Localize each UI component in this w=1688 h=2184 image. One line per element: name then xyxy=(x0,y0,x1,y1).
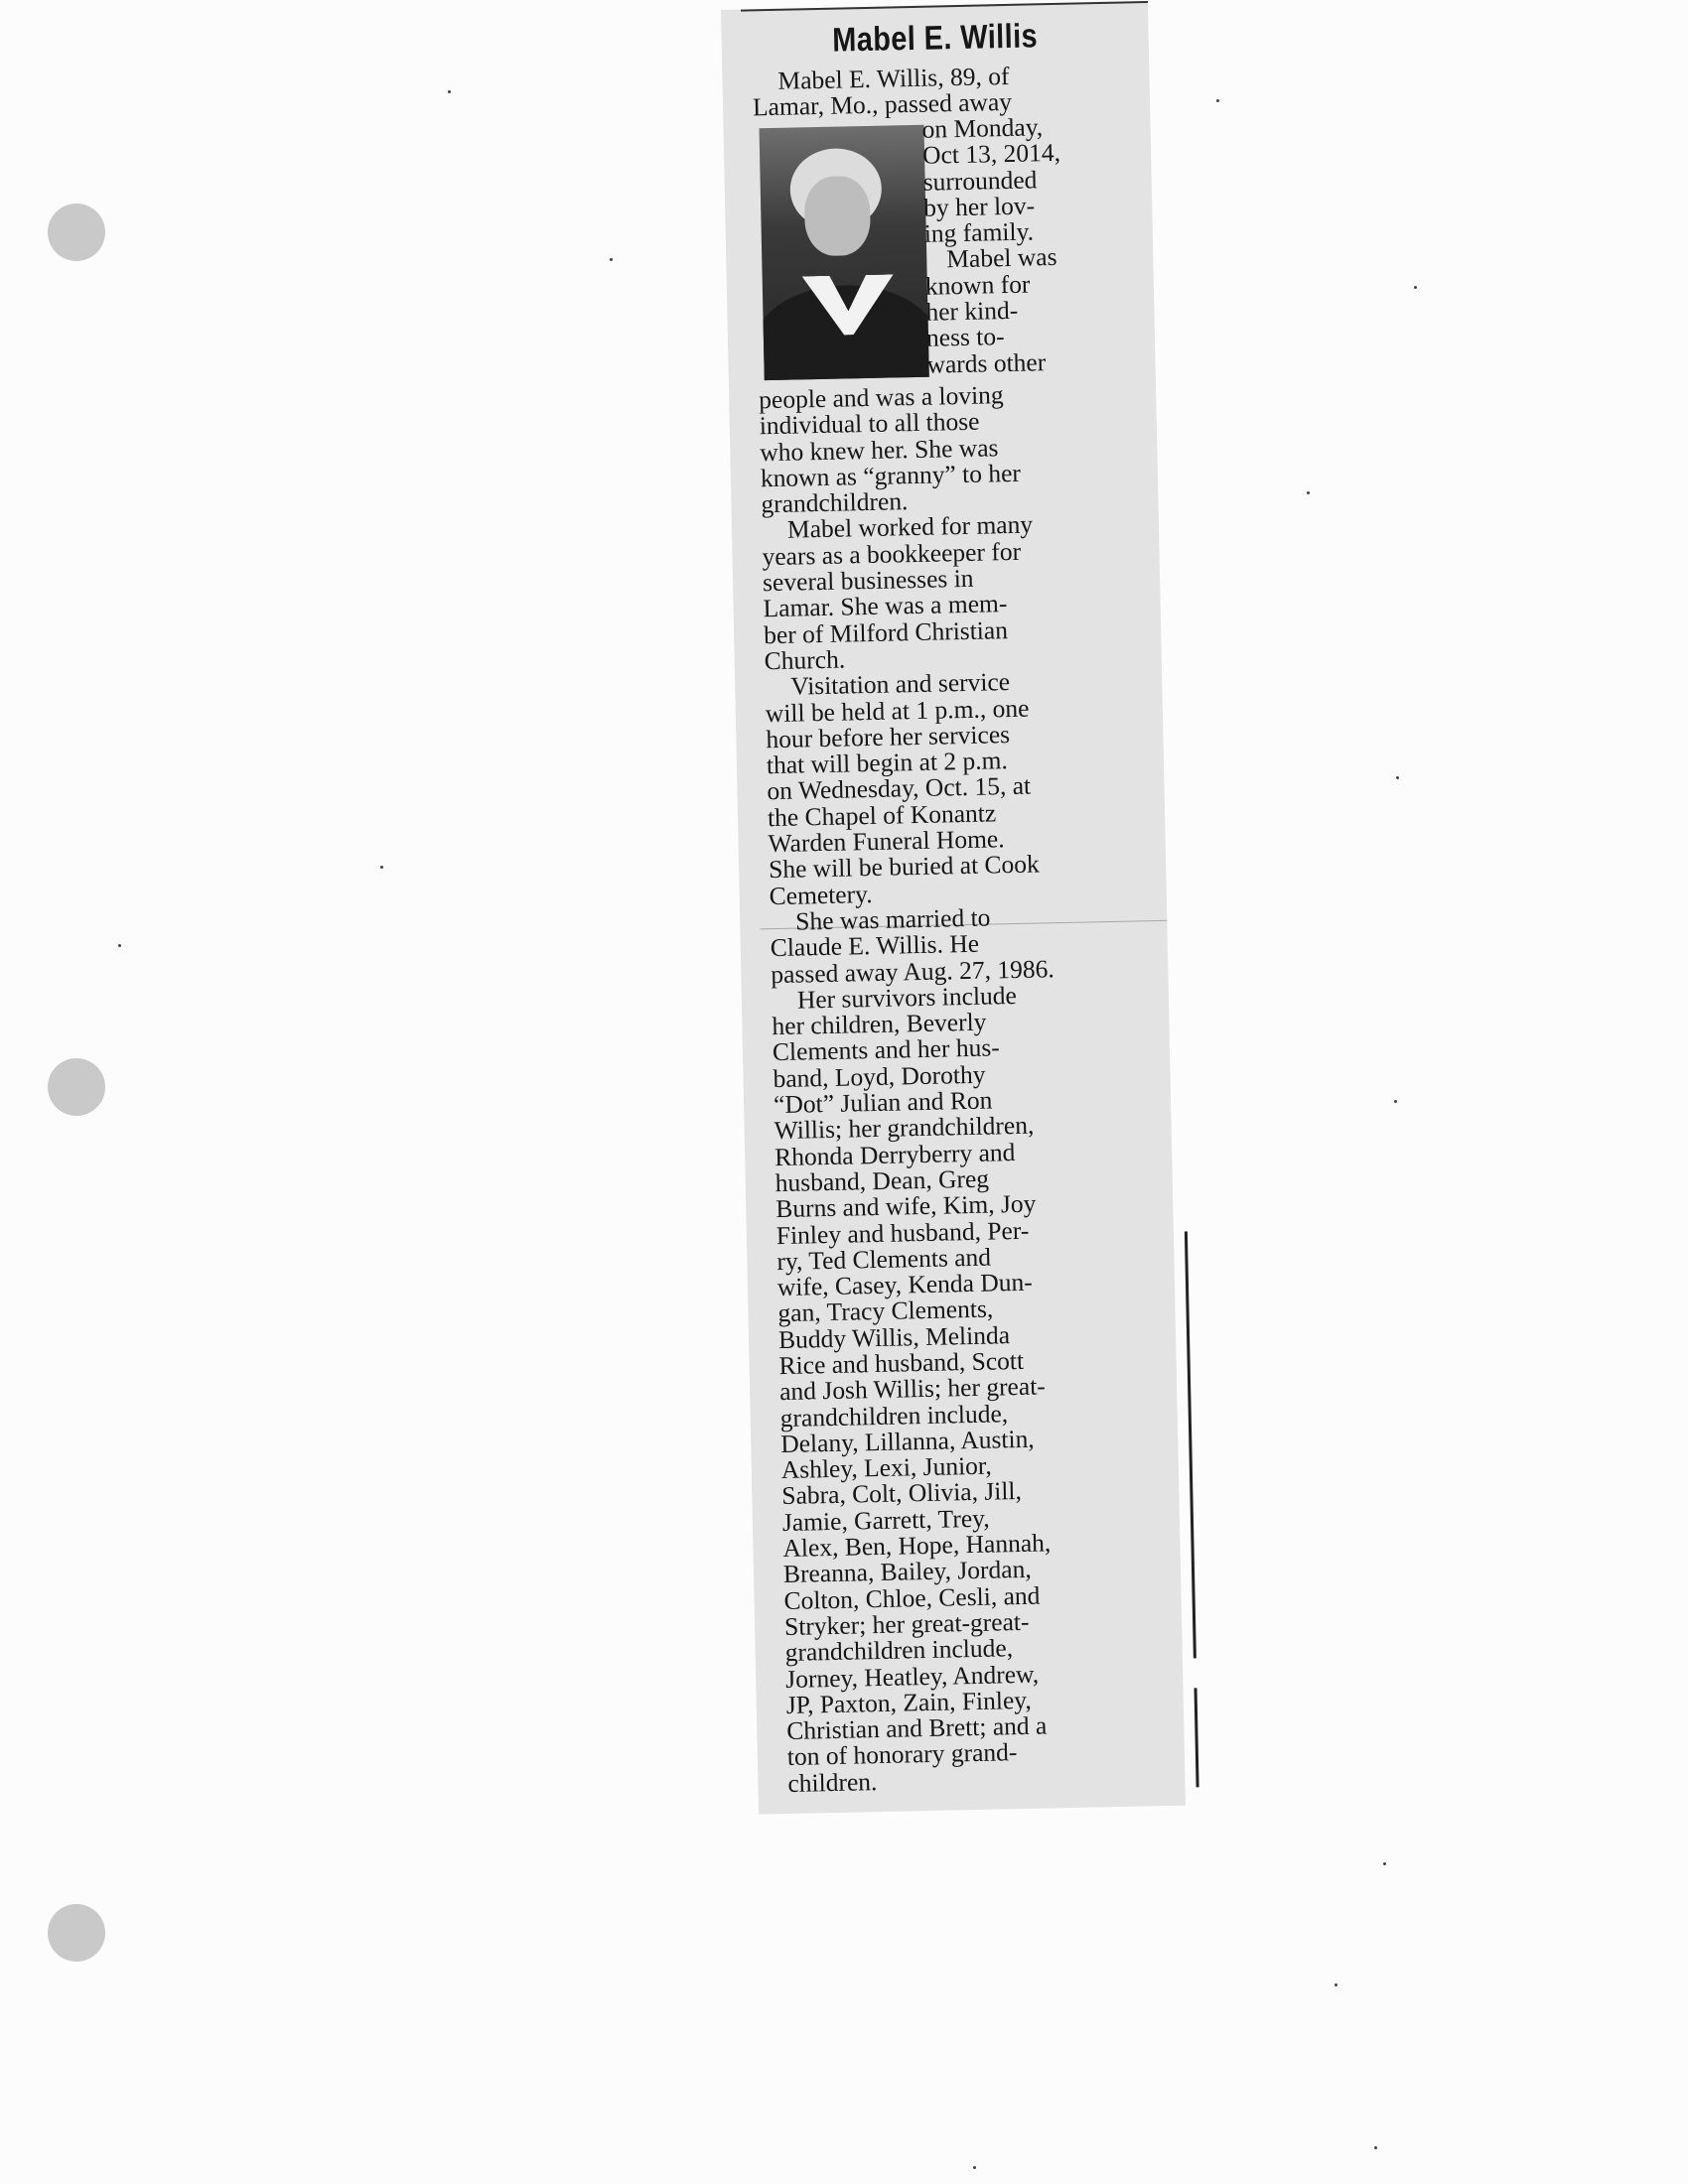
text-line: Colton, Chloe, Cesli, and xyxy=(783,1580,1041,1615)
text-line: Her survivors include xyxy=(796,980,1018,1015)
text-line: Visitation and service xyxy=(789,667,1011,701)
text-line: Buddy Willis, Melinda xyxy=(777,1319,1011,1354)
obituary-headline: Mabel E. Willis xyxy=(831,17,1039,60)
text-line: Ashley, Lexi, Junior, xyxy=(780,1450,992,1485)
text-line: Mabel was xyxy=(946,242,1057,274)
text-line: will be held at 1 p.m., one xyxy=(765,693,1030,728)
text-line: Delany, Lillanna, Austin, xyxy=(779,1424,1035,1458)
text-line: her children, Beverly xyxy=(772,1007,987,1041)
text-line: Church. xyxy=(764,644,846,676)
text-line: ry, Ted Clements and xyxy=(776,1242,992,1276)
text-line: Jamie, Garrett, Trey, xyxy=(781,1503,990,1537)
text-line: Jorney, Heatley, Andrew, xyxy=(784,1659,1040,1694)
text-line: Finley and husband, Per- xyxy=(775,1215,1030,1250)
text-line: Claude E. Willis. He xyxy=(770,928,980,963)
text-line: Cemetery. xyxy=(769,879,873,910)
speck xyxy=(380,866,383,869)
speck xyxy=(1394,1100,1397,1103)
text-line: JP, Paxton, Zain, Finley, xyxy=(785,1685,1033,1719)
text-line: Stryker; her great-great- xyxy=(783,1606,1030,1641)
text-line: people and was a loving xyxy=(758,380,1004,415)
text-line: gan, Tracy Clements, xyxy=(777,1294,994,1328)
text-line: Warden Funeral Home. xyxy=(768,824,1005,859)
text-line: Christian and Brett; and a xyxy=(786,1710,1048,1746)
punch-hole-bottom xyxy=(48,1904,105,1962)
text-line: She was married to xyxy=(794,902,991,936)
text-line: Alex, Ben, Hope, Hannah, xyxy=(782,1528,1052,1564)
column-edge-line xyxy=(1185,1231,1196,1658)
punch-hole-top xyxy=(48,204,105,261)
text-line: Sabra, Colt, Olivia, Jill, xyxy=(781,1476,1023,1511)
text-line: Rice and husband, Scott xyxy=(778,1345,1025,1381)
speck xyxy=(973,2166,976,2169)
text-line: hour before her services xyxy=(766,719,1011,754)
text-line: on Wednesday, Oct. 15, at xyxy=(767,771,1032,806)
text-line: by her lov- xyxy=(922,191,1036,222)
text-line: grandchildren. xyxy=(761,486,909,519)
column-edge-line xyxy=(1195,1688,1199,1787)
obituary-body xyxy=(759,379,1186,1797)
text-line: Lamar, Mo., passed away xyxy=(752,87,1013,122)
text-line: She will be buried at Cook xyxy=(768,849,1041,885)
text-line: who knew her. She was xyxy=(760,432,999,467)
portrait-photo xyxy=(760,125,929,380)
text-line: grandchildren include, xyxy=(779,1398,1009,1433)
text-line: Mabel worked for many xyxy=(786,510,1034,545)
punch-hole-middle xyxy=(48,1058,105,1116)
speck xyxy=(1335,1983,1337,1986)
text-line: individual to all those xyxy=(759,406,980,441)
text-line: ness to- xyxy=(925,322,1005,353)
top-rule xyxy=(741,1,1148,12)
speck xyxy=(610,258,613,261)
wrapped-text-beside-photo xyxy=(921,113,1125,378)
speck xyxy=(448,90,451,93)
text-line: Clements and her hus- xyxy=(772,1032,1001,1067)
text-line: her kind- xyxy=(925,295,1019,327)
speck xyxy=(1374,2146,1377,2149)
speck xyxy=(118,944,121,947)
text-line: ton of honorary grand- xyxy=(786,1737,1018,1772)
text-line: and Josh Willis; her great- xyxy=(778,1371,1047,1407)
text-line: ing family. xyxy=(923,216,1035,248)
text-line: Breanna, Bailey, Jordan, xyxy=(782,1555,1032,1589)
text-line: surrounded xyxy=(922,164,1038,197)
photo-face xyxy=(804,176,872,256)
text-line: Rhonda Derryberry and xyxy=(774,1137,1016,1171)
speck xyxy=(1307,491,1310,494)
text-line: husband, Dean, Greg xyxy=(774,1163,990,1198)
obituary-clipping xyxy=(721,1,1186,1815)
text-line: passed away Aug. 27, 1986. xyxy=(771,953,1055,989)
text-line: several businesses in xyxy=(762,563,974,598)
text-line: wards other xyxy=(926,346,1047,379)
speck xyxy=(1383,1862,1386,1865)
text-line: band, Loyd, Dorothy xyxy=(773,1059,986,1093)
text-line: Willis; her grandchildren, xyxy=(774,1110,1035,1146)
text-line: “Dot” Julian and Ron xyxy=(773,1085,993,1120)
text-line: Lamar. She was a mem- xyxy=(763,589,1008,623)
intro-lines xyxy=(752,61,1130,121)
text-line: known for xyxy=(924,269,1031,301)
text-line: the Chapel of Konantz xyxy=(767,798,997,832)
text-line: on Monday, xyxy=(921,112,1044,144)
text-line: children. xyxy=(787,1766,878,1798)
speck xyxy=(1414,286,1417,289)
text-line: grandchildren include, xyxy=(784,1633,1014,1668)
speck xyxy=(1396,776,1399,779)
text-line: wife, Casey, Kenda Dun- xyxy=(776,1267,1034,1302)
speck xyxy=(1216,99,1219,102)
text-line: Burns and wife, Kim, Joy xyxy=(775,1188,1037,1224)
text-line: ber of Milford Christian xyxy=(763,614,1009,649)
text-line: Mabel E. Willis, 89, of xyxy=(777,61,1010,95)
text-line: years as a bookkeeper for xyxy=(762,536,1022,572)
text-line: that will begin at 2 p.m. xyxy=(766,746,1009,780)
text-line: Oct 13, 2014, xyxy=(921,138,1061,171)
text-line: known as “granny” to her xyxy=(760,458,1022,493)
